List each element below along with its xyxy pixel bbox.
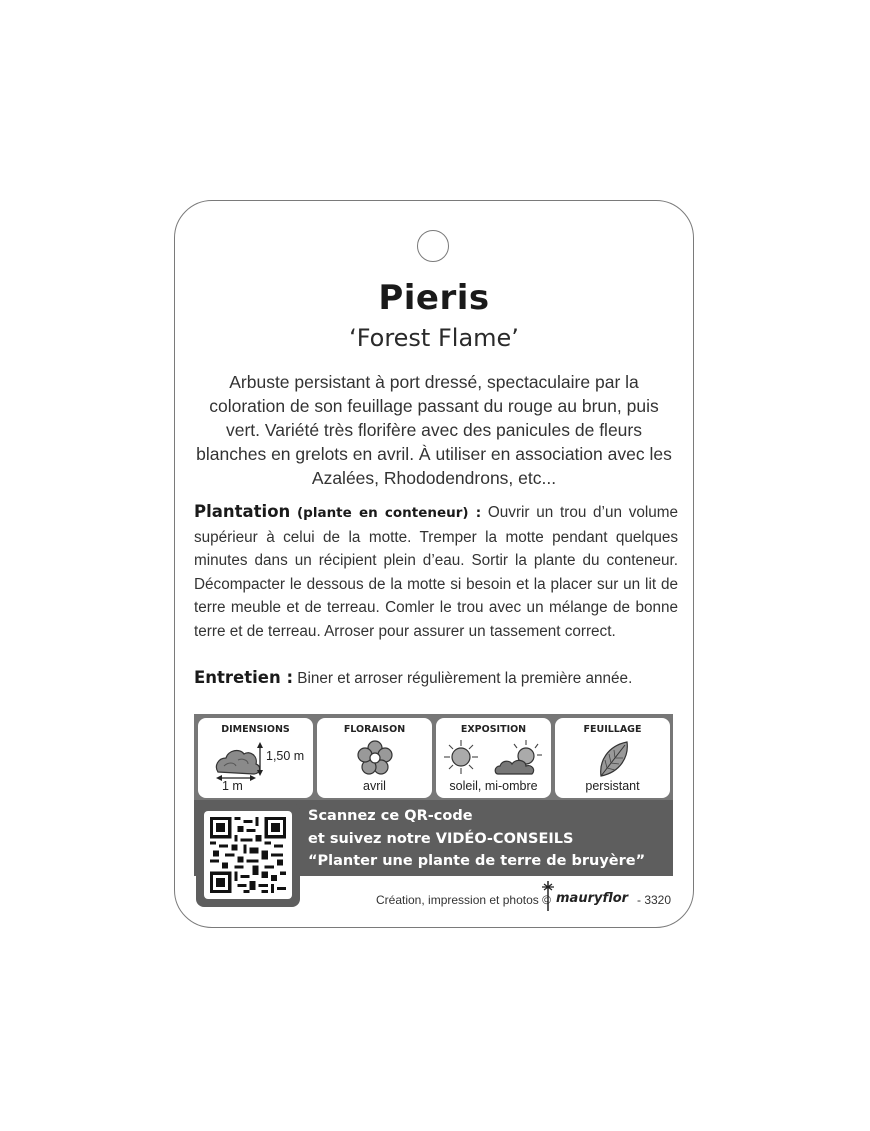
exposition-value: soleil, mi-ombre xyxy=(449,779,538,793)
qr-code-frame xyxy=(196,803,300,907)
qr-code-background xyxy=(204,811,292,899)
plantation-subheading: (plante en conteneur) : xyxy=(297,505,482,521)
plantation-text: Ouvrir un trou d’un volume supérieur à celui de la motte. Tremper la motte pendant quelques minutes dans un récipient plein d’eau. Sortir la plante du conteneur. Décompacter le dessous de la motte si besoin et la placer sur un lit de terre meuble et de terreau. Comler le trou avec un mélange de bonne terre et de terreau. Arroser pour assurer un tassement correct. xyxy=(194,504,679,640)
qr-code-icon[interactable] xyxy=(210,817,286,893)
exposition-card xyxy=(436,718,551,798)
entretien-text: Biner et arroser régulièrement la première année. xyxy=(293,670,633,687)
floraison-title: FLORAISON xyxy=(343,724,406,735)
floraison-value: avril xyxy=(363,779,386,793)
feuillage-card xyxy=(555,718,670,798)
feuillage-value: persistant xyxy=(585,779,640,793)
exposition-title: EXPOSITION xyxy=(460,724,527,735)
dimensions-title: DIMENSIONS xyxy=(221,724,290,735)
qr-line-2: et suivez notre VIDÉO-CONSEILS xyxy=(308,831,574,847)
entretien-heading: Entretien : xyxy=(194,668,294,687)
qr-line-3: “Planter une plante de terre de bruyère” xyxy=(308,853,646,869)
entretien-paragraph xyxy=(194,666,678,691)
credit-text: Création, impression et photos © xyxy=(376,893,551,907)
sun-icon xyxy=(444,738,486,778)
leaf-icon xyxy=(597,738,631,780)
brand-name: mauryflor xyxy=(556,891,629,906)
qr-line-1: Scannez ce QR-code xyxy=(308,808,473,824)
reference-number: - 3320 xyxy=(637,893,672,907)
plant-name: Pieris xyxy=(378,278,490,318)
plantation-paragraph xyxy=(194,500,678,643)
sun-cloud-icon xyxy=(494,738,548,780)
flower-icon xyxy=(357,740,393,776)
mauryflor-logo-icon xyxy=(540,881,556,911)
cultivar-name: ‘Forest Flame’ xyxy=(349,324,519,352)
plant-description: Arbuste persistant à port dressé, spectaculaire par la coloration de son feuillage passant du rouge au brun, puis vert. Variété très florifère avec des panicules de fleurs blanches en grelots en avril. À utiliser en association avec les Azalées, Rhododendrons, etc... xyxy=(196,372,672,488)
hang-hole xyxy=(417,230,449,262)
dimensions-width: 1 m xyxy=(222,779,243,793)
feuillage-title: FEUILLAGE xyxy=(583,724,642,735)
dimensions-card xyxy=(198,718,313,798)
dimensions-height: 1,50 m xyxy=(266,749,305,763)
floraison-card xyxy=(317,718,432,798)
plantation-heading: Plantation xyxy=(194,502,291,521)
